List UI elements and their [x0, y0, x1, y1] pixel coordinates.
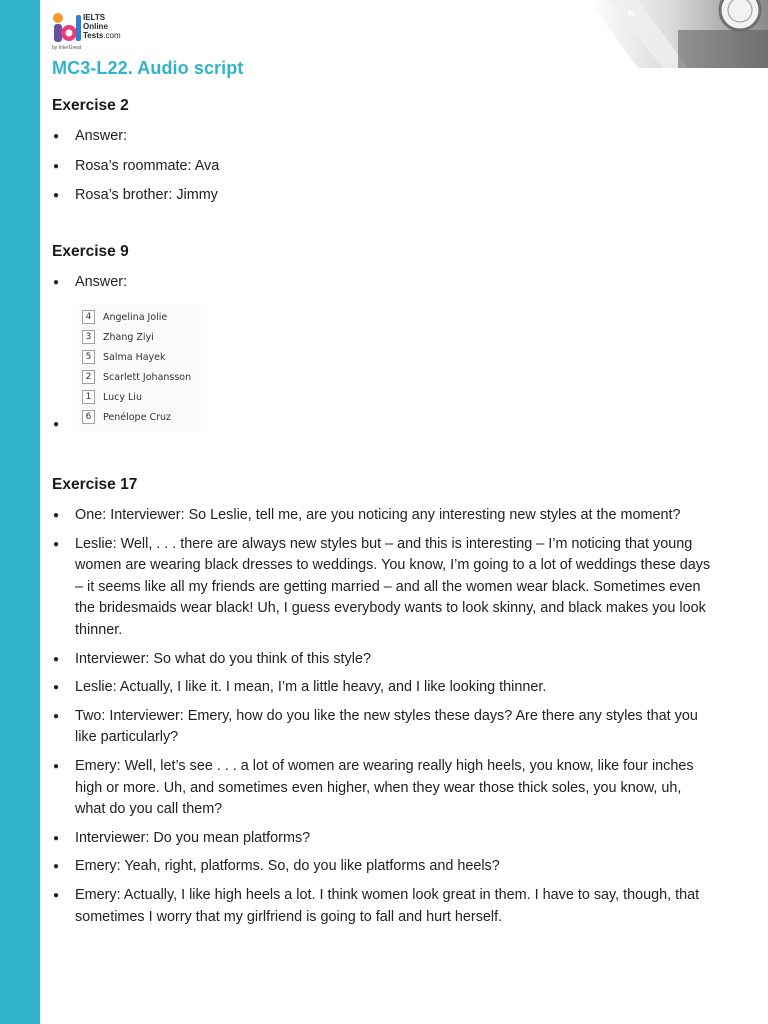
rank-name: Salma Hayek [103, 351, 166, 363]
ranking-row [82, 308, 167, 326]
list-item: ● Answer: [52, 126, 712, 148]
exercise-2-list [52, 126, 712, 215]
list-item: ● Emery: Yeah, right, platforms. So, do you like platforms and heels? [52, 856, 712, 878]
logo-line-2: Online [83, 22, 108, 31]
bullet-icon: ● [53, 419, 60, 430]
exercise-9-answer-image [79, 303, 201, 431]
list-item: ● Emery: Actually, I like high heels a lot. I think women look great in them. I have to say, though, that sometimes I worry that my girlfriend is going to fall and hurt herself. [52, 885, 712, 928]
rank-name: Lucy Liu [103, 391, 142, 403]
rank-number-box: 4 [82, 310, 95, 324]
ranking-row [82, 328, 154, 346]
left-accent-bar [0, 0, 40, 1024]
rank-number-box: 6 [82, 410, 95, 424]
rank-name: Angelina Jolie [103, 311, 168, 323]
logo-line-3 [83, 31, 121, 40]
list-item: ● Rosa’s roommate: Ava [52, 156, 712, 178]
list-item: ● One: Interviewer: So Leslie, tell me, are you noticing any interesting new styles at the moment? [52, 505, 712, 527]
logo-line-3-main: Tests [83, 31, 104, 40]
rank-name: Zhang Ziyi [103, 331, 154, 343]
exercise-9-heading: Exercise 9 [52, 243, 129, 260]
ranking-row [82, 408, 171, 426]
ranking-row [82, 368, 191, 386]
list-item: ● Leslie: Well, . . . there are always new styles but – and this is interesting – I’m noticing that young women are wearing black dresses to weddings. You know, I’m going to a lot of weddings these days – it seems like all my friends are getting married – and all the women wear black. Sometimes even the bridesmaids wear black! Uh, I guess everybody wants to look skinny, and black makes you look thinner. [52, 534, 712, 642]
exercise-17-heading: Exercise 17 [52, 476, 138, 493]
list-item: ● Interviewer: Do you mean platforms? [52, 828, 712, 850]
rank-number-box: 1 [82, 390, 95, 404]
list-item: ● Answer: [52, 272, 712, 294]
rank-number-box: 3 [82, 330, 95, 344]
exercise-17-list [52, 505, 712, 935]
rank-name: Penélope Cruz [103, 411, 171, 423]
list-item: ● Leslie: Actually, I like it. I mean, I’m a little heavy, and I like looking thinner. [52, 677, 712, 699]
logo-bar-purple [54, 24, 62, 42]
list-item: ● Emery: Well, let’s see . . . a lot of women are wearing really high heels, you know, like four inches high or more. Uh, and sometimes even higher, when they wear those thick soles, you know, uh, what do you call them? [52, 756, 712, 821]
rank-name: Scarlett Johansson [103, 371, 192, 383]
rank-number-box: 5 [82, 350, 95, 364]
page-title: MC3-L22. Audio script [52, 58, 244, 78]
logo-line-1: IELTS [83, 13, 106, 22]
ielts-online-tests-logo [52, 12, 162, 54]
list-item: ● Two: Interviewer: Emery, how do you like the new styles these days? Are there any styles that you like particularly? [52, 706, 712, 749]
logo-bar-blue [76, 15, 81, 41]
ranking-row [82, 388, 142, 406]
logo-byline: by InterGreat [52, 45, 82, 51]
list-item: ● Interviewer: So what do you think of this style? [52, 649, 712, 671]
logo-dot-orange [53, 13, 63, 23]
list-item: ● Rosa’s brother: Jimmy [52, 185, 712, 207]
ranking-row [82, 348, 166, 366]
exercise-9-list [52, 272, 712, 294]
exercise-2-heading: Exercise 2 [52, 97, 129, 114]
rank-number-box: 2 [82, 370, 95, 384]
logo-wordmark [83, 13, 121, 40]
svg-text:«: « [626, 3, 636, 22]
logo-line-3-suffix: .com [103, 31, 121, 40]
header-decoration-image [568, 0, 768, 68]
